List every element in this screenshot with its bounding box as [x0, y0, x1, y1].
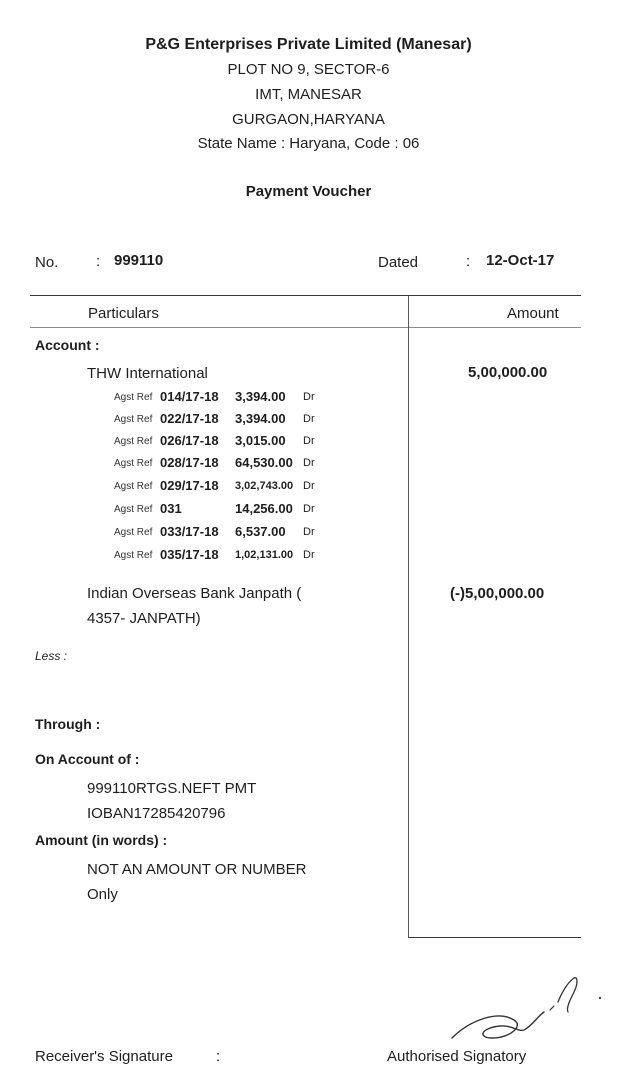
bank-entry-name-line2: 4357- JANPATH)	[87, 610, 201, 627]
entry-amount: 5,00,000.00	[468, 364, 548, 381]
bill-ref-amount: 3,02,743.00	[235, 480, 294, 492]
bill-ref-number: 022/17-18	[160, 411, 219, 426]
entry-name: THW International	[87, 365, 208, 382]
account-label: Account :	[35, 337, 100, 353]
bill-ref-label: Agst Ref	[114, 481, 153, 492]
bill-ref-number: 031	[160, 501, 182, 516]
voucher-title: Payment Voucher	[245, 183, 372, 200]
bill-ref-drcr: Dr	[303, 413, 315, 425]
amount-in-words-line2: Only	[87, 886, 118, 903]
voucher-dated-separator: :	[466, 253, 471, 270]
voucher-no-label: No.	[35, 254, 59, 271]
on-account-line2: IOBAN17285420796	[87, 805, 226, 822]
bill-ref-number: 028/17-18	[160, 455, 219, 470]
table-bottom-rule	[408, 937, 581, 938]
voucher-number: 999110	[114, 252, 164, 269]
bill-ref-label: Agst Ref	[114, 458, 153, 469]
bill-ref-number: 026/17-18	[160, 433, 219, 448]
less-label: Less :	[35, 649, 68, 663]
bill-ref-drcr: Dr	[303, 549, 315, 561]
bill-ref-drcr: Dr	[303, 457, 315, 469]
amount-in-words-label: Amount (in words) :	[35, 832, 168, 848]
bill-ref-amount: 14,256.00	[235, 501, 293, 516]
voucher-no-separator: :	[96, 253, 101, 270]
table-column-divider	[408, 296, 409, 938]
bill-ref-amount: 3,394.00	[235, 389, 286, 404]
bill-ref-label: Agst Ref	[114, 436, 153, 447]
table-top-rule	[30, 295, 581, 296]
bill-ref-amount: 3,015.00	[235, 433, 286, 448]
on-account-line1: 999110RTGS.NEFT PMT	[87, 780, 257, 797]
bill-ref-label: Agst Ref	[114, 527, 153, 538]
bill-ref-drcr: Dr	[303, 526, 315, 538]
voucher-dated-label: Dated	[378, 254, 419, 271]
bill-ref-amount: 64,530.00	[235, 455, 293, 470]
company-address-line2: IMT, MANESAR	[255, 86, 362, 103]
bill-ref-label: Agst Ref	[114, 392, 153, 403]
bill-ref-label: Agst Ref	[114, 414, 153, 425]
company-address-line3: GURGAON,HARYANA	[232, 111, 385, 128]
bill-ref-drcr: Dr	[303, 503, 315, 515]
bill-ref-label: Agst Ref	[114, 550, 153, 561]
table-header-rule	[30, 327, 581, 328]
bill-ref-label: Agst Ref	[114, 504, 153, 515]
bill-ref-amount: 3,394.00	[235, 411, 286, 426]
receiver-signature-separator: :	[216, 1048, 221, 1065]
authorised-signatory-label: Authorised Signatory	[387, 1048, 527, 1065]
bill-ref-number: 033/17-18	[160, 524, 219, 539]
bill-ref-drcr: Dr	[303, 435, 315, 447]
company-name: P&G Enterprises Private Limited (Manesar)	[145, 36, 472, 53]
receiver-signature-label: Receiver's Signature	[35, 1048, 173, 1065]
bill-ref-number: 029/17-18	[160, 478, 219, 493]
bill-ref-number: 035/17-18	[160, 547, 219, 562]
handwritten-signature	[440, 968, 610, 1058]
bank-entry-name-line1: Indian Overseas Bank Janpath (	[87, 585, 302, 602]
bank-entry-amount: (-)5,00,000.00	[450, 585, 545, 602]
company-address-line1: PLOT NO 9, SECTOR-6	[227, 61, 390, 78]
bill-ref-drcr: Dr	[303, 391, 315, 403]
bill-ref-drcr: Dr	[303, 480, 315, 492]
bill-ref-number: 014/17-18	[160, 389, 219, 404]
on-account-label: On Account of :	[35, 751, 140, 767]
bill-ref-amount: 6,537.00	[235, 524, 286, 539]
through-label: Through :	[35, 716, 101, 732]
voucher-date: 12-Oct-17	[486, 252, 555, 269]
bill-ref-amount: 1,02,131.00	[235, 549, 294, 561]
amount-in-words-line1: NOT AN AMOUNT OR NUMBER	[87, 861, 307, 878]
column-header-particulars: Particulars	[88, 305, 159, 322]
column-header-amount: Amount	[507, 305, 559, 322]
company-state-line: State Name : Haryana, Code : 06	[197, 135, 420, 152]
